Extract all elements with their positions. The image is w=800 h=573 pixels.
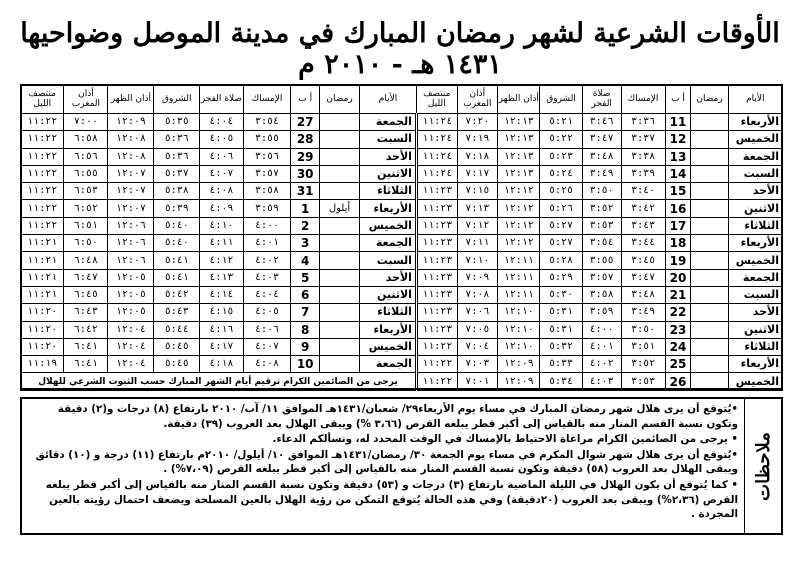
cell-dhuhr: ١٢:١٣ [498,148,540,165]
cell-fajr: ٤:١١ [200,235,243,252]
cell-midnight: ١١:٢٤ [416,114,457,131]
cell-ab: 26 [665,373,691,390]
cell-maghrib: ٧:٠٠ [64,114,108,131]
cell-maghrib: ٦:٥٥ [64,165,108,182]
cell-dhuhr: ١٢:١٠ [498,321,540,338]
cell-fajr: ٣:٤٨ [582,148,621,165]
header-ab: أ ب [291,85,320,114]
cell-fajr: ٣:٤٩ [582,165,621,182]
cell-midnight: ١١:٢٢ [21,148,64,165]
header-maghrib: أذان المغرب [457,85,497,114]
cell-day: الاثنين [360,165,417,182]
cell-dhuhr: ١٢:٠٤ [108,356,154,373]
cell-midnight: ١١:٢٣ [416,217,457,234]
header-midnight: منتصف الليل [416,85,457,114]
cell-imsak: ٣:٥٧ [243,165,291,182]
cell-dhuhr: ١٢:١٣ [498,131,540,148]
cell-fajr: ٣:٤٦ [582,114,621,131]
cell-shuruq: ٥:٢٥ [540,183,582,200]
cell-midnight: ١١:٢٣ [416,183,457,200]
cell-ab: 7 [291,304,320,321]
cell-imsak: ٤:٠٣ [243,269,291,286]
table-frame [20,84,783,390]
cell-fajr: ٤:١٧ [200,338,243,355]
cell-ab: 25 [665,356,691,373]
cell-shuruq: ٥:٢٨ [540,252,582,269]
cell-midnight: ١١:٢٢ [21,200,64,217]
cell-midnight: ١١:٢١ [21,286,64,303]
cell-ab: 17 [665,217,691,234]
cell-fajr: ٤:٠٤ [200,114,243,131]
cell-fajr: ٤:٠٩ [200,200,243,217]
cell-midnight: ١١:٢٢ [416,356,457,373]
cell-midnight: ١١:٢٢ [21,165,64,182]
cell-maghrib: ٦:٤١ [64,338,108,355]
cell-imsak: ٤:٠١ [243,235,291,252]
cell-imsak: ٣:٥٢ [621,356,665,373]
cell-shuruq: ٥:٢٢ [540,131,582,148]
cell-day: الأربعاء [360,200,417,217]
cell-day: الخميس [360,217,417,234]
cell-day: الأربعاء [728,356,782,373]
cell-day: الخميس [728,252,782,269]
cell-dhuhr: ١٢:٠٧ [108,165,154,182]
cell-maghrib: ٧:٠٩ [457,269,497,286]
cell-day: الخميس [728,373,782,390]
cell-day: الاثنين [360,286,417,303]
cell-dhuhr: ١٢:٠٨ [108,148,154,165]
cell-shuruq: ٥:٢٣ [540,148,582,165]
cell-midnight: ١١:٢٢ [416,338,457,355]
cell-midnight: ١١:١٩ [21,356,64,373]
cell-dhuhr: ١٢:١١ [498,286,540,303]
cell-midnight: ١١:٢٠ [21,321,64,338]
cell-maghrib: ٦:٥١ [64,217,108,234]
cell-dhuhr: ١٢:١٠ [498,338,540,355]
cell-ab: 30 [291,165,320,182]
cell-day: الاثنين [728,200,782,217]
cell-maghrib: ٦:٤٣ [64,304,108,321]
cell-day: الأربعاء [728,235,782,252]
cell-imsak: ٤:٠٨ [243,356,291,373]
cell-fajr: ٤:١٢ [200,252,243,269]
cell-fajr: ٣:٥٩ [582,304,621,321]
header-shuruq: الشروق [154,85,200,114]
cell-fajr: ٣:٥٨ [582,286,621,303]
cell-dhuhr: ١٢:٠٩ [498,373,540,390]
cell-midnight: ١١:٢٣ [416,286,457,303]
cell-fajr: ٣:٥٧ [582,269,621,286]
table-note: يرجى من الصائمين الكرام ترقيم أيام الشهر المبارك حسب الثبوت الشرعي للهلال [21,373,417,390]
cell-fajr: ٣:٤٧ [582,131,621,148]
note-item: • كما يُتوقع أن يكون الهلال في الليلة الماضية بارتفاع (٣) درجات و (٥٣) دقيقة وتكون نسبة القسم المنار منه بالقياس إلى أكبر قطر يبلغه القرص (٢،٣٦%) ويبقى بعد الغروب (٢٠دقيقة) وفي هذه الحالة يُتوقع التمكن من رؤية الهلال بالعين المسلحة ويضعف احتمال رؤيته بالعين المجردة . [45,478,738,521]
cell-shuruq: ٥:٣١ [540,304,582,321]
cell-fajr: ٣:٥٢ [582,200,621,217]
header-imsak: الإمساك [243,85,291,114]
cell-midnight: ١١:٢٣ [416,304,457,321]
cell-maghrib: ٦:٥٠ [64,235,108,252]
cell-dhuhr: ١٢:٠٧ [108,200,154,217]
cell-day: الاثنين [728,321,782,338]
header-days: الأيام [360,85,417,114]
cell-day: الجمعة [360,114,417,131]
cell-ab: 13 [665,148,691,165]
cell-maghrib: ٧:١١ [457,235,497,252]
cell-midnight: ١١:٢١ [21,235,64,252]
cell-fajr: ٤:١٣ [200,269,243,286]
cell-maghrib: ٧:١٨ [457,148,497,165]
cell-shuruq: ٥:٣٥ [154,114,200,131]
cell-maghrib: ٧:٠٦ [457,304,497,321]
cell-midnight: ١١:٢٠ [21,304,64,321]
cell-maghrib: ٦:٤١ [64,356,108,373]
cell-fajr: ٣:٥٤ [582,235,621,252]
cell-day: الجمعة [360,356,417,373]
cell-shuruq: ٥:٣٦ [154,131,200,148]
cell-maghrib: ٧:١٧ [457,165,497,182]
cell-day: الجمعة [728,269,782,286]
cell-ab: 8 [291,321,320,338]
notes-label-cell [744,399,781,533]
cell-dhuhr: ١٢:١٠ [498,304,540,321]
cell-ab: 24 [665,338,691,355]
cell-midnight: ١١:٢١ [21,252,64,269]
cell-ab: 23 [665,321,691,338]
header-dhuhr: أذان الظهر [498,85,540,114]
cell-maghrib: ٧:٠٤ [457,338,497,355]
notes-body [28,402,738,523]
cell-dhuhr: ١٢:٠٤ [108,338,154,355]
cell-shuruq: ٥:٣٦ [154,148,200,165]
cell-dhuhr: ١٢:٠٩ [498,356,540,373]
cell-imsak: ٣:٤٨ [621,286,665,303]
cell-fajr: ٣:٥٠ [582,183,621,200]
cell-dhuhr: ١٢:١٢ [498,200,540,217]
cell-shuruq: ٥:٤٥ [154,338,200,355]
cell-day: السبت [728,165,782,182]
cell-day: الخميس [728,131,782,148]
cell-ab: 29 [291,148,320,165]
cell-ab: 9 [291,338,320,355]
cell-shuruq: ٥:٤١ [154,269,200,286]
cell-shuruq: ٥:٤٠ [154,217,200,234]
note-item: •يُتوقع أن يرى هلال شهر شوال المكرم في مساء يوم الجمعة ٣٠/ رمضان/١٤٣١هـ الموافق ١٠/ أيلول/ ٢٠١٠م بارتفاع (١١) درجة و (١٠) دقائق ويبقى الهلال بعد الغروب (٥٨) دقيقة وتكون نسبة القسم المنار منه بالقياس إلى أكبر قطر يبلغه القرص (٧،٠٩%) . [35,448,738,476]
cell-ab: 4 [291,252,320,269]
cell-imsak: ٤:٠٢ [243,252,291,269]
cell-imsak: ٣:٥٣ [621,373,665,390]
cell-ab: 16 [665,200,691,217]
cell-shuruq: ٥:٣٢ [540,338,582,355]
cell-ab: 5 [291,269,320,286]
cell-imsak: ٣:٤٢ [621,200,665,217]
cell-shuruq: ٥:٣١ [540,321,582,338]
cell-ab: 1 [291,200,320,217]
cell-imsak: ٣:٥٩ [243,200,291,217]
cell-imsak: ٣:٥١ [621,338,665,355]
cell-dhuhr: ١٢:١١ [498,252,540,269]
cell-ab: 3 [291,235,320,252]
cell-shuruq: ٥:٤٥ [154,356,200,373]
header-ramadan: رمضان [691,85,728,114]
notes-label: ملاحظات [752,431,774,501]
cell-ab: 15 [665,183,691,200]
cell-midnight: ١١:٢٢ [21,114,64,131]
cell-dhuhr: ١٢:٠٦ [108,252,154,269]
cell-imsak: ٣:٥٥ [243,131,291,148]
cell-shuruq: ٥:٣٤ [540,373,582,390]
cell-maghrib: ٧:١٢ [457,217,497,234]
cell-maghrib: ٦:٤٢ [64,321,108,338]
cell-dhuhr: ١٢:١٢ [498,235,540,252]
cell-maghrib: ٧:٠١ [457,373,497,390]
cell-ab: 12 [665,131,691,148]
cell-dhuhr: ١٢:١٣ [498,165,540,182]
cell-ab: 28 [291,131,320,148]
cell-ab: 2 [291,217,320,234]
cell-day: الأحد [728,304,782,321]
cell-ramadan: أيلول [319,200,359,217]
header-ab: أ ب [665,85,691,114]
page-title: الأوقات الشرعية لشهر رمضان المبارك في مدينة الموصل وضواحيها ١٤٣١ هـ - ٢٠١٠ م [20,18,780,80]
cell-imsak: ٣:٥٤ [243,114,291,131]
cell-midnight: ١١:٢٣ [416,269,457,286]
cell-imsak: ٣:٥٦ [243,148,291,165]
cell-dhuhr: ١٢:٠٥ [108,286,154,303]
cell-day: الثلاثاء [728,217,782,234]
cell-imsak: ٤:٠٤ [243,286,291,303]
cell-imsak: ٣:٣٦ [621,114,665,131]
cell-imsak: ٣:٣٧ [621,131,665,148]
cell-maghrib: ٧:١٩ [457,131,497,148]
cell-midnight: ١١:٢٤ [416,165,457,182]
cell-imsak: ٣:٣٨ [621,148,665,165]
cell-imsak: ٣:٥٨ [243,183,291,200]
cell-midnight: ١١:٢١ [21,269,64,286]
cell-shuruq: ٥:٤٣ [154,304,200,321]
cell-shuruq: ٥:٣٣ [540,356,582,373]
cell-ab: 21 [665,286,691,303]
cell-dhuhr: ١٢:٠٨ [108,131,154,148]
cell-ab: 11 [665,114,691,131]
cell-shuruq: ٥:٤٢ [154,286,200,303]
cell-day: الخميس [360,338,417,355]
cell-imsak: ٣:٤٩ [621,304,665,321]
cell-fajr: ٤:٠٦ [200,148,243,165]
cell-ab: 19 [665,252,691,269]
cell-shuruq: ٥:٢٤ [540,165,582,182]
cell-shuruq: ٥:٢٩ [540,269,582,286]
cell-maghrib: ٦:٥٢ [64,200,108,217]
cell-maghrib: ٧:٠٨ [457,286,497,303]
cell-ab: 10 [291,356,320,373]
cell-ab: 14 [665,165,691,182]
cell-fajr: ٤:٠٧ [200,165,243,182]
cell-fajr: ٤:١٥ [200,304,243,321]
cell-imsak: ٣:٤٤ [621,235,665,252]
cell-fajr: ٤:١٨ [200,356,243,373]
cell-day: الأحد [728,183,782,200]
cell-midnight: ١١:٢٢ [21,183,64,200]
header-shuruq: الشروق [540,85,582,114]
cell-day: الأربعاء [360,321,417,338]
cell-imsak: ٤:٠٥ [243,304,291,321]
cell-day: الأحد [360,269,417,286]
cell-fajr: ٤:١٠ [200,217,243,234]
cell-midnight: ١١:٢٣ [416,252,457,269]
header-days: الأيام [728,85,782,114]
cell-maghrib: ٦:٥٦ [64,148,108,165]
cell-imsak: ٤:٠٦ [243,321,291,338]
cell-imsak: ٣:٤٥ [621,252,665,269]
cell-day: الثلاثاء [360,183,417,200]
cell-ab: 18 [665,235,691,252]
cell-dhuhr: ١٢:٠٤ [108,321,154,338]
cell-maghrib: ٧:٢٠ [457,114,497,131]
cell-day: السبت [360,252,417,269]
header-ramadan: رمضان [319,85,359,114]
cell-imsak: ٣:٣٩ [621,165,665,182]
cell-imsak: ٤:٠٠ [243,217,291,234]
note-item: • يرجى من الصائمين الكرام مراعاة الاحتياط بالإمساك في الوقت المحدد له، ونسألكم الدعاء. [272,433,738,446]
cell-midnight: ١١:٢٣ [416,321,457,338]
cell-day: الثلاثاء [728,338,782,355]
cell-shuruq: ٥:٢٦ [540,200,582,217]
cell-imsak: ٣:٥٠ [621,321,665,338]
cell-dhuhr: ١٢:١١ [498,269,540,286]
cell-fajr: ٤:٠٥ [200,131,243,148]
cell-shuruq: ٥:٣٩ [154,200,200,217]
cell-maghrib: ٧:٠٣ [457,356,497,373]
note-item: •يُتوقع أن يرى هلال شهر رمضان المبارك في مساء يوم الأربعاء٢٩/ شعبان/١٤٣١هـ الموافق ١١/ آب/ ٢٠١٠ بارتفاع (٨) درجات و(٢) دقيقة وتكون نسبة القسم المنار منه بالقياس إلى أكبر قطر يبلغه القرص (٣،٦٦ %) ويبقى الهلال بعد الغروب (٣٩) دقيقة. [57,403,738,430]
cell-maghrib: ٦:٥٨ [64,131,108,148]
cell-dhuhr: ١٢:٠٦ [108,217,154,234]
cell-dhuhr: ١٢:٠٩ [108,114,154,131]
cell-fajr: ٤:١٤ [200,286,243,303]
cell-dhuhr: ١٢:٠٥ [108,269,154,286]
cell-dhuhr: ١٢:٠٦ [108,235,154,252]
cell-maghrib: ٧:١٣ [457,200,497,217]
cell-day: السبت [360,131,417,148]
cell-shuruq: ٥:٤٠ [154,235,200,252]
cell-midnight: ١١:٢٤ [416,148,457,165]
header-midnight: منتصف الليل [21,85,64,114]
cell-day: السبت [728,286,782,303]
cell-day: الثلاثاء [360,304,417,321]
cell-dhuhr: ١٢:٠٥ [108,304,154,321]
cell-midnight: ١١:٢٣ [416,200,457,217]
cell-maghrib: ٦:٤٥ [64,286,108,303]
cell-midnight: ١١:٢٤ [416,131,457,148]
cell-shuruq: ٥:٢١ [540,114,582,131]
cell-shuruq: ٥:٢٧ [540,217,582,234]
cell-maghrib: ٦:٤٧ [64,269,108,286]
cell-midnight: ١١:٢٢ [416,373,457,390]
cell-midnight: ١١:٢٢ [21,131,64,148]
cell-fajr: ٣:٥٣ [582,217,621,234]
cell-dhuhr: ١٢:١٢ [498,217,540,234]
cell-maghrib: ٧:١٥ [457,183,497,200]
cell-fajr: ٤:٠٣ [582,373,621,390]
cell-fajr: ٤:٠٨ [200,183,243,200]
cell-fajr: ٣:٥٥ [582,252,621,269]
cell-fajr: ٤:٠١ [582,338,621,355]
cell-dhuhr: ١٢:١٢ [498,183,540,200]
cell-fajr: ٤:٠٠ [582,321,621,338]
cell-imsak: ٣:٤٠ [621,183,665,200]
cell-shuruq: ٥:٣٨ [154,183,200,200]
cell-day: الجمعة [728,148,782,165]
notes-box [20,397,783,535]
cell-midnight: ١١:٢٢ [21,217,64,234]
cell-shuruq: ٥:٣٠ [540,286,582,303]
cell-midnight: ١١:٢٠ [21,338,64,355]
cell-ab: 27 [291,114,320,131]
cell-maghrib: ٦:٤٨ [64,252,108,269]
header-dhuhr: أذان الظهر [108,85,154,114]
cell-dhuhr: ١٢:٠٧ [108,183,154,200]
cell-maghrib: ٦:٥٣ [64,183,108,200]
cell-day: الأربعاء [728,114,782,131]
header-fajr: صلاة الفجر [200,85,243,114]
cell-maghrib: ٧:٠٥ [457,321,497,338]
cell-imsak: ٣:٤٣ [621,217,665,234]
cell-ab: 6 [291,286,320,303]
cell-midnight: ١١:٢٣ [416,235,457,252]
cell-day: الجمعة [360,235,417,252]
cell-day: الأحد [360,148,417,165]
cell-fajr: ٤:٠٢ [582,356,621,373]
cell-imsak: ٣:٤٧ [621,269,665,286]
cell-imsak: ٤:٠٧ [243,338,291,355]
cell-dhuhr: ١٢:١٣ [498,114,540,131]
cell-ab: 22 [665,304,691,321]
cell-shuruq: ٥:٣٧ [154,165,200,182]
header-fajr: صلاة الفجر [582,85,621,114]
cell-ab: 31 [291,183,320,200]
cell-ab: 20 [665,269,691,286]
cell-shuruq: ٥:٢٧ [540,235,582,252]
cell-maghrib: ٧:١٠ [457,252,497,269]
header-imsak: الإمساك [621,85,665,114]
cell-fajr: ٤:١٦ [200,321,243,338]
header-maghrib: أذان المغرب [64,85,108,114]
cell-shuruq: ٥:٤١ [154,252,200,269]
cell-shuruq: ٥:٤٤ [154,321,200,338]
